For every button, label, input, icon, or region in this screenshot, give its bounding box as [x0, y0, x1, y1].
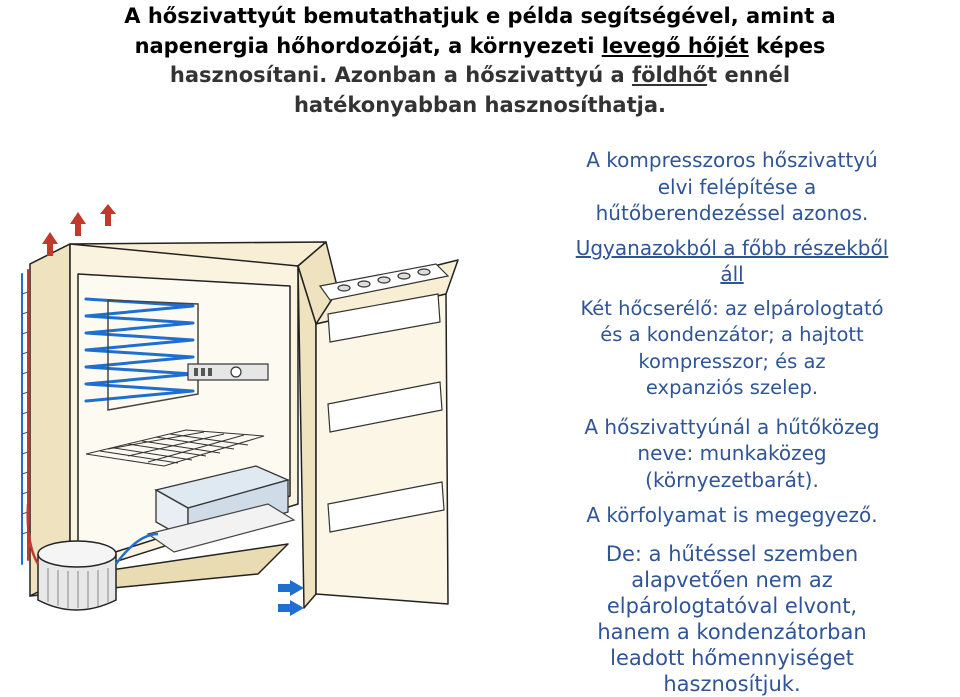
cycle-paragraph: A körfolyamat is megegyező.: [586, 503, 878, 527]
working-medium-line-1: A hőszivattyúnál a hűtőközeg: [584, 414, 880, 439]
intro-paragraph: [60, 2, 900, 120]
working-medium-line-2: neve: munkaközeg: [637, 441, 827, 465]
difference-line-2: alapvetően nem az: [631, 567, 833, 592]
difference-line-1: De: a hűtéssel szemben: [605, 541, 859, 566]
refrigerator-cutaway-illustration: [8, 204, 520, 634]
difference-line-6: hasznosítjuk.: [663, 671, 801, 696]
parts-heading-line-1[interactable]: Ugyanazokból a főbb részekből: [575, 235, 889, 260]
difference-line-5: leadott hőmennyiséget: [610, 645, 854, 670]
intro-line-2a: napenergia hőhordozóját, a környezeti: [134, 33, 602, 58]
components-line-3: kompresszor; és az: [638, 349, 826, 373]
working-medium-paragraph: [508, 414, 956, 494]
parts-heading: [508, 235, 956, 288]
principle-line-3: hűtőberendezéssel azonos.: [595, 201, 869, 225]
intro-line-4: hatékonyabban hasznosíthatja.: [293, 92, 666, 117]
explanation-column: [508, 147, 956, 697]
intro-line-1: A hőszivattyút bemutathatjuk e példa segítségével, amint a: [124, 4, 836, 28]
link-foldho[interactable]: földhő: [631, 63, 708, 87]
working-medium-line-3: (környezetbarát).: [645, 467, 819, 492]
compressor: [38, 541, 116, 610]
difference-line-4: hanem a kondenzátorban: [597, 619, 867, 644]
parts-heading-line-2[interactable]: áll: [720, 262, 744, 286]
intro-line-3b: t ennél: [707, 63, 791, 87]
difference-line-3: elpárologtatóval elvont,: [606, 593, 858, 618]
components-paragraph: [508, 296, 956, 402]
principle-paragraph: [508, 147, 956, 227]
principle-line-1: A kompresszoros hőszivattyú: [586, 148, 878, 172]
components-line-1: Két hőcserélő: az elpárologtató: [580, 296, 884, 320]
cool-air-arrows: [278, 580, 304, 616]
components-line-2: és a kondenzátor; a hajtott: [600, 323, 864, 346]
control-panel: [188, 364, 268, 380]
intro-line-3a: hasznosítani. Azonban a hőszivattyú a: [169, 63, 632, 87]
difference-paragraph: [508, 541, 956, 697]
components-line-4: expanziós szelep.: [645, 376, 819, 399]
intro-line-2b: képes: [748, 33, 826, 58]
principle-line-2: elvi felépítése a: [657, 174, 817, 199]
link-levego-hoje[interactable]: levegő hőjét: [601, 33, 749, 58]
